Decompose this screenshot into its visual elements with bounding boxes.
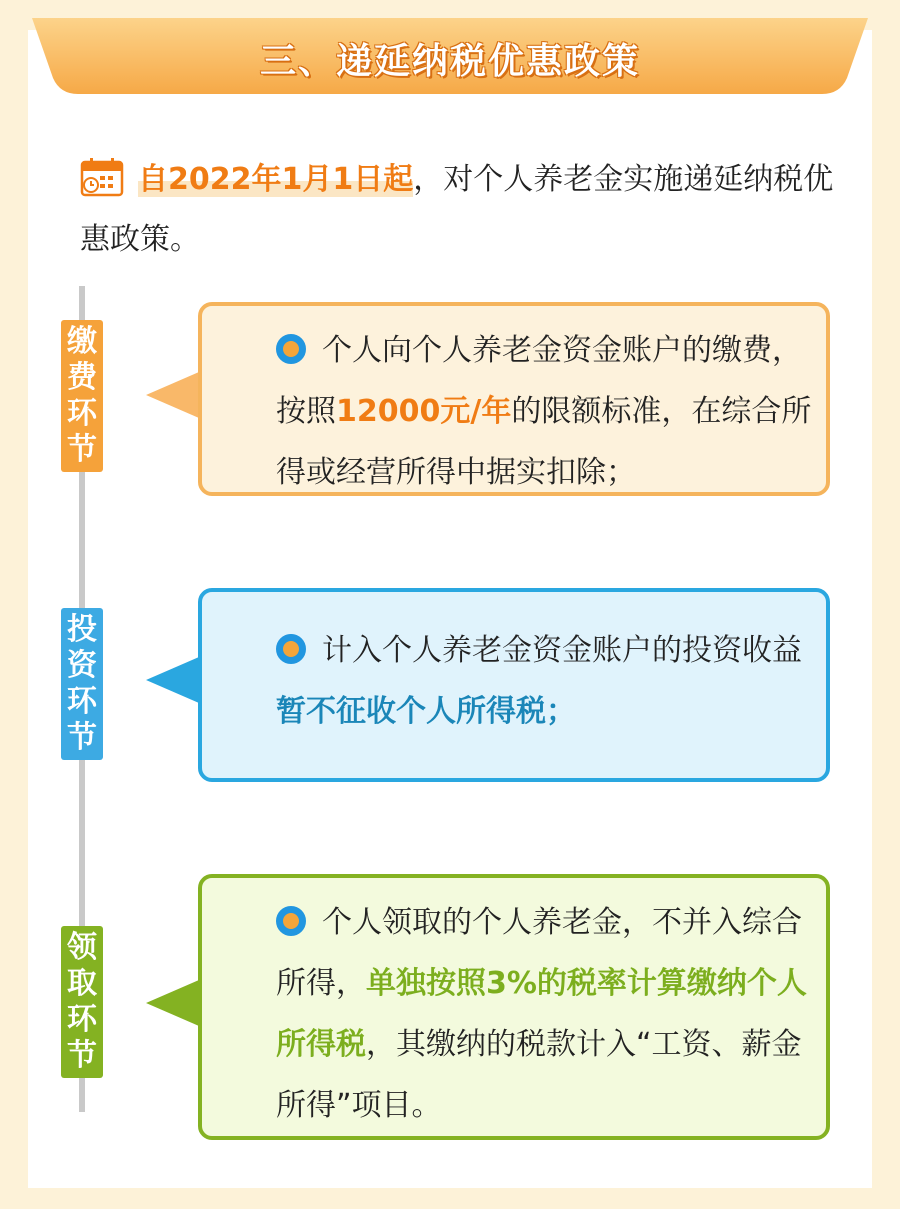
stage-label-contribution: 缴 费 环 节 (61, 320, 103, 472)
page-title: 三、递延纳税优惠政策 (259, 40, 640, 82)
investment-tax-exempt: 暂不征收个人所得税； (276, 694, 576, 729)
intro-paragraph (80, 150, 840, 270)
investment-text: 计入个人养老金资金账户的投资收益暂不征收个人所得税； (276, 633, 802, 729)
start-date: 自2022年1月1日起 (138, 162, 414, 197)
withdrawal-tax-rate: 单独按照3%的税率计算缴纳个人所得税 (276, 966, 807, 1062)
withdrawal-box (198, 874, 830, 1140)
bullet-icon (276, 906, 306, 936)
stage-label-withdrawal: 领 取 环 节 (61, 926, 103, 1078)
stage-label-investment: 投 资 环 节 (61, 608, 103, 760)
investment-box (198, 588, 830, 782)
title-banner (32, 18, 868, 98)
bullet-icon (276, 334, 306, 364)
bullet-icon (276, 634, 306, 664)
contribution-text: 个人向个人养老金资金账户的缴费，按照12000元/年的限额标准，在综合所得或经营所得中据实扣除； (276, 333, 812, 490)
calendar-clock-icon (80, 157, 124, 197)
withdrawal-text: 个人领取的个人养老金，不并入综合所得，单独按照3%的税率计算缴纳个人所得税，其缴纳的税款计入“工资、薪金所得”项目。 (276, 905, 807, 1123)
contribution-box (198, 302, 830, 496)
intro-text: ，对个人养老金实施递延纳税优惠政策。 (80, 162, 834, 257)
contribution-limit: 12000元/年 (336, 394, 512, 429)
